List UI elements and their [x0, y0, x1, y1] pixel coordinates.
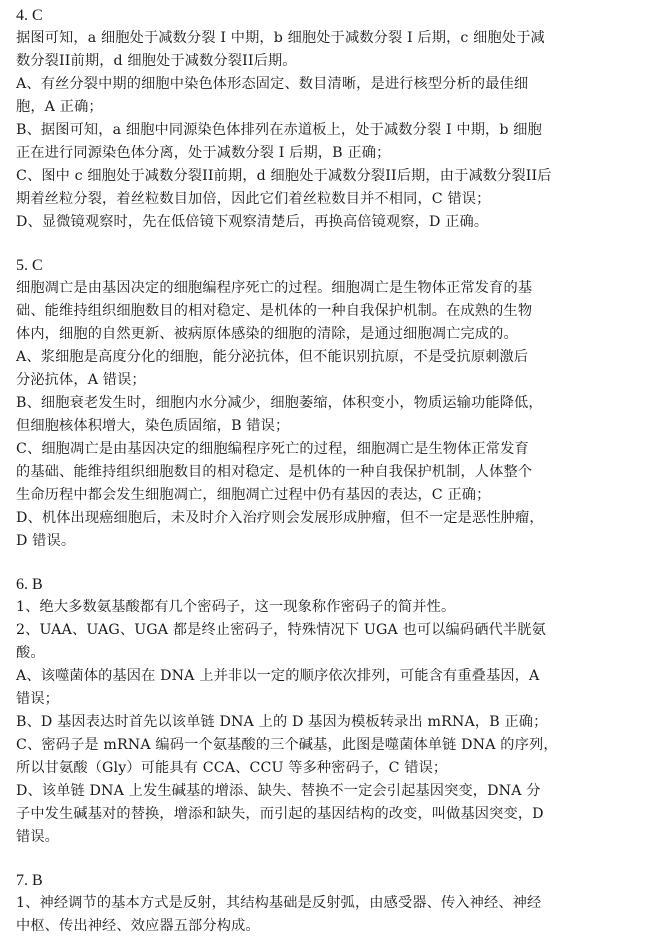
- section-spacer: [16, 553, 636, 573]
- text-line: 酸。: [16, 645, 45, 661]
- text-line: A、该噬菌体的基因在 DNA 上并非以一定的顺序依次排列，可能含有重叠基因，A: [16, 668, 540, 684]
- text-line: 但细胞核体积增大，染色质固缩，B 错误；: [16, 418, 290, 434]
- text-line: A、有丝分裂中期的细胞中染色体形态固定、数目清晰，是进行核型分析的最佳细: [16, 76, 529, 92]
- text-line: C、细胞凋亡是由基因决定的细胞编程序死亡的过程，细胞凋亡是生物体正常发育: [16, 441, 529, 457]
- question-number: 7. B: [16, 872, 43, 889]
- text-line: 1、绝大多数氨基酸都有几个密码子，这一现象称作密码子的简并性。: [16, 599, 456, 615]
- text-line: 2、UAA、UAG、UGA 都是终止密码子，特殊情况下 UGA 也可以编码硒代半胱氨: [16, 622, 546, 638]
- text-line: 分泌抗体，A 错误；: [16, 372, 146, 388]
- answer-explanations-page: [16, 4, 636, 938]
- question-number: 5. C: [16, 257, 43, 274]
- text-line: 错误。: [16, 829, 60, 845]
- text-line: B、细胞衰老发生时，细胞内水分减少，细胞萎缩，体积变小，物质运输功能降低，: [16, 395, 543, 411]
- text-line: 体内，细胞的自然更新、被病原体感染的细胞的清除，是通过细胞凋亡完成的。: [16, 326, 518, 342]
- text-line: 1、神经调节的基本方式是反射，其结构基础是反射弧，由感受器、传入神经、神经: [16, 895, 542, 911]
- text-line: 胞，A 正确；: [16, 99, 103, 115]
- text-line: D、机体出现癌细胞后，未及时介入治疗则会发展形成肿瘤，但不一定是恶性肿瘤，: [16, 510, 544, 526]
- text-line: 础、能维持组织细胞数目的相对稳定、是机体的一种自我保护机制。在成熟的生物: [16, 303, 533, 319]
- question-4-block: [16, 4, 636, 234]
- text-line: 正在进行同源染色体分离，处于减数分裂 I 后期，B 正确；: [16, 145, 391, 161]
- section-spacer: [16, 234, 636, 254]
- text-line: 细胞凋亡是由基因决定的细胞编程序死亡的过程。细胞凋亡是生物体正常发育的基: [16, 280, 533, 296]
- text-line: 中枢、传出神经、效应器五部分构成。: [16, 918, 260, 934]
- text-line: D、显微镜观察时，先在低倍镜下观察清楚后，再换高倍镜观察，D 正确。: [16, 214, 489, 230]
- text-line: 数分裂II前期，d 细胞处于减数分裂II后期。: [16, 53, 297, 69]
- text-line: D、该单链 DNA 上发生碱基的增添、缺失、替换不一定会引起基因突变，DNA 分: [16, 783, 541, 799]
- question-5-block: [16, 254, 636, 553]
- text-line: C、图中 c 细胞处于减数分裂II前期，d 细胞处于减数分裂II后期，由于减数分裂II后: [16, 168, 552, 184]
- text-line: 生命历程中都会发生细胞凋亡，细胞凋亡过程中仍有基因的表达，C 正确；: [16, 487, 491, 503]
- question-number: 4. C: [16, 7, 43, 24]
- text-line: 错误；: [16, 691, 60, 707]
- text-line: 所以甘氨酸（Gly）可能具有 CCA、CCU 等多种密码子，C 错误；: [16, 760, 448, 776]
- text-line: B、据图可知，a 细胞中同源染色体排列在赤道板上，处于减数分裂 I 中期，b 细胞: [16, 122, 542, 138]
- text-line: 子中发生碱基对的替换，增添和缺失，而引起的基因结构的改变，叫做基因突变，D: [16, 806, 544, 822]
- text-line: 据图可知，a 细胞处于减数分裂 I 中期，b 细胞处于减数分裂 I 后期，c 细胞处于减: [16, 30, 545, 46]
- text-line: B、D 基因表达时首先以该单链 DNA 上的 D 基因为模板转录出 mRNA，B 正确；: [16, 714, 548, 730]
- text-line: 的基础、能维持组织细胞数目的相对稳定、是机体的一种自我保护机制，人体整个: [16, 464, 533, 480]
- question-7-block: [16, 869, 636, 938]
- question-6-block: [16, 573, 636, 849]
- text-line: C、密码子是 mRNA 编码一个氨基酸的三个碱基，此图是噬菌体单链 DNA 的序列，: [16, 737, 558, 753]
- text-line: A、浆细胞是高度分化的细胞，能分泌抗体，但不能识别抗原，不是受抗原刺激后: [16, 349, 529, 365]
- section-spacer: [16, 849, 636, 869]
- text-line: D 错误。: [16, 533, 76, 549]
- question-number: 6. B: [16, 576, 43, 593]
- text-line: 期着丝粒分裂，着丝粒数目加倍，因此它们着丝粒数目并不相同，C 错误；: [16, 191, 491, 207]
